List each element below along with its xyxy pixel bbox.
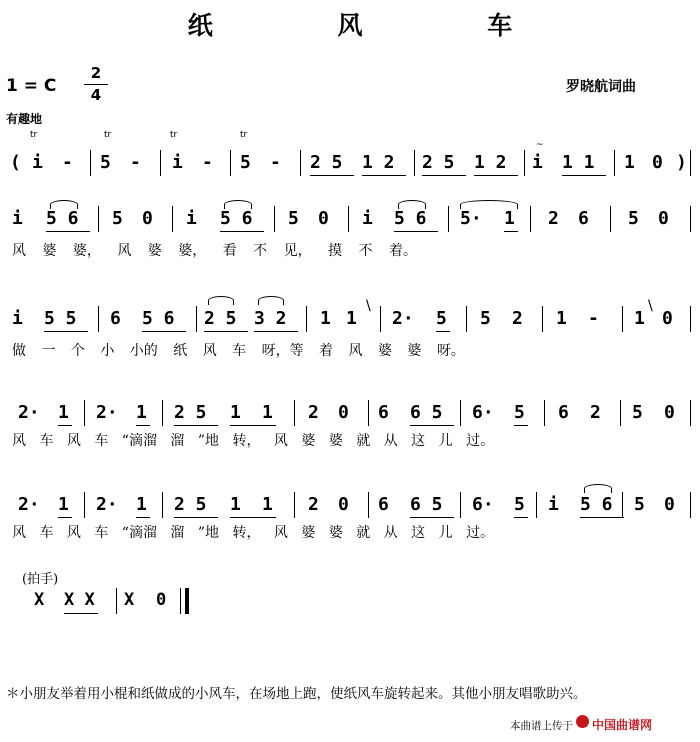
note: 6· [472, 402, 494, 423]
beam [230, 517, 276, 518]
key-signature: 1 = C [6, 76, 57, 96]
note: 5 [112, 208, 123, 229]
note: 6· [472, 494, 494, 515]
bar-line [610, 206, 611, 232]
note: 6 5 [410, 402, 443, 423]
beam [562, 175, 606, 176]
beam [44, 331, 88, 332]
site-logo-icon [576, 715, 589, 728]
bar-line [84, 492, 85, 518]
note: 0 [338, 494, 349, 515]
bar-line [230, 150, 231, 176]
note: 3 2 [254, 308, 287, 329]
bar-line [622, 306, 623, 332]
note: 1 [556, 308, 567, 329]
beam [580, 517, 624, 518]
bar-line [306, 306, 307, 332]
beam [136, 425, 150, 426]
bar-line [690, 306, 691, 332]
note: 0 [662, 308, 673, 329]
beam [230, 425, 276, 426]
note: - [588, 308, 599, 329]
note: 2 5 [174, 494, 207, 515]
bar-line [172, 206, 173, 232]
footnote: ＊小朋友举着用小棍和纸做成的小风车，在场地上跑，使纸风车旋转起来。其他小朋友唱歌助兴。 [6, 686, 587, 702]
trill-mark: tr [170, 130, 178, 140]
note: ) [676, 152, 687, 173]
note: 5 6 [46, 208, 79, 229]
slur [208, 296, 234, 305]
note: 1 [346, 308, 357, 329]
bar-line [690, 206, 691, 232]
beam [58, 425, 72, 426]
beam [174, 425, 218, 426]
lyrics: 风 婆 婆， 风 婆 婆， 看 不 见， 摸 不 着。 [12, 243, 417, 259]
bar-line [98, 206, 99, 232]
note: 5 6 [220, 208, 253, 229]
note: 5 6 [142, 308, 175, 329]
beam [514, 517, 528, 518]
bar-line [614, 150, 615, 176]
note: 2 5 [174, 402, 207, 423]
note: - [62, 152, 73, 173]
beam [174, 517, 218, 518]
beam [204, 331, 248, 332]
time-signature-bottom: 4 [90, 86, 102, 104]
note: i [12, 208, 23, 229]
note: 0 [142, 208, 153, 229]
note: i [186, 208, 197, 229]
note: 2 [308, 494, 319, 515]
note: 1 [230, 402, 241, 423]
beam [362, 175, 406, 176]
bar-line [98, 306, 99, 332]
beam [310, 175, 354, 176]
note: - [202, 152, 213, 173]
breath-mark: \ [648, 298, 653, 314]
note: 1 2 [362, 152, 395, 173]
note: 1 [262, 402, 273, 423]
note: 1 [58, 494, 69, 515]
slur [584, 484, 612, 493]
clap-label: (拍手) [22, 572, 59, 587]
bar-line [274, 206, 275, 232]
time-signature-top: 2 [90, 64, 102, 82]
note: 2 [590, 402, 601, 423]
clap-note: X [124, 590, 135, 610]
beam [58, 517, 72, 518]
bar-line [542, 306, 543, 332]
note: i [172, 152, 183, 173]
beam [422, 175, 466, 176]
trill-mark: tr [240, 130, 248, 140]
time-signature-line [84, 84, 108, 85]
note: 0 [664, 402, 675, 423]
note: 2· [18, 402, 40, 423]
note: 2 [548, 208, 559, 229]
clap-note: X [34, 590, 45, 610]
note: - [270, 152, 281, 173]
note: 1 [136, 402, 147, 423]
note: 2 [512, 308, 523, 329]
bar-line [690, 492, 691, 518]
bar-line [466, 306, 467, 332]
bar-line [380, 306, 381, 332]
bar-line [368, 400, 369, 426]
beam [410, 425, 454, 426]
note: ( [10, 152, 21, 173]
note: 5 [436, 308, 447, 329]
note: 5 [514, 402, 525, 423]
note: 5· [460, 208, 482, 229]
beam [220, 231, 264, 232]
note: 5 6 [394, 208, 427, 229]
note: 0 [664, 494, 675, 515]
note: 2· [392, 308, 414, 329]
note: 5 [628, 208, 639, 229]
note: i [32, 152, 43, 173]
note: 1 [136, 494, 147, 515]
bar-line [524, 150, 525, 176]
end-bar-thick [185, 588, 189, 614]
beam [394, 231, 438, 232]
note: 6 [378, 494, 389, 515]
note: i [12, 308, 23, 329]
beam [410, 517, 454, 518]
beam [514, 425, 528, 426]
note: 1 1 [562, 152, 595, 173]
note: 1 [58, 402, 69, 423]
bar-line [448, 206, 449, 232]
bar-line [544, 400, 545, 426]
beam [474, 175, 518, 176]
note: 2· [18, 494, 40, 515]
lyrics: 做 一 个 小 小的 纸 风 车 呀，等 着 风 婆 婆 呀。 [12, 343, 465, 359]
bar-line [414, 150, 415, 176]
note: 1 [230, 494, 241, 515]
beam [142, 331, 186, 332]
note: 6 5 [410, 494, 443, 515]
note: 0 [338, 402, 349, 423]
lyrics: 风 车 风 车 “滴溜 溜 ”地 转， 风 婆 婆 就 从 这 儿 过。 [12, 525, 495, 541]
note: 2· [96, 402, 118, 423]
note: i [548, 494, 559, 515]
note: 2 [308, 402, 319, 423]
note: i [362, 208, 373, 229]
note: i [532, 152, 543, 173]
bar-line [196, 306, 197, 332]
note: 2 5 [204, 308, 237, 329]
note: 6 [378, 402, 389, 423]
beam [46, 231, 90, 232]
tempo-marking: 有趣地 [6, 112, 43, 126]
bar-line [162, 492, 163, 518]
note: 1 [624, 152, 635, 173]
bar-line [536, 492, 537, 518]
clap-note: 0 [156, 590, 167, 610]
bar-line [690, 400, 691, 426]
trill-mark: tr [30, 130, 38, 140]
note: 5 6 [580, 494, 613, 515]
composer-credit: 罗晓航词曲 [566, 79, 636, 95]
note: 5 [514, 494, 525, 515]
note: 0 [318, 208, 329, 229]
note: 5 [240, 152, 251, 173]
beam [436, 331, 450, 332]
bar-line [84, 400, 85, 426]
note: 6 [578, 208, 589, 229]
bar-line [300, 150, 301, 176]
note: 6 [110, 308, 121, 329]
bar-line [160, 150, 161, 176]
bar-line [294, 492, 295, 518]
note: 0 [658, 208, 669, 229]
mordent-mark: ~ [536, 140, 544, 150]
lyrics: 风 车 风 车 “滴溜 溜 ”地 转， 风 婆 婆 就 从 这 儿 过。 [12, 433, 495, 449]
bar-line [116, 588, 117, 614]
note: 1 2 [474, 152, 507, 173]
note: 1 [634, 308, 645, 329]
note: 1 [504, 208, 515, 229]
trill-mark: tr [104, 130, 112, 140]
bar-line [162, 400, 163, 426]
note: 2· [96, 494, 118, 515]
note: 5 [288, 208, 299, 229]
beam [64, 613, 98, 614]
page-title: 纸 风 车 [187, 11, 571, 40]
site-name: 中国曲谱网 [592, 718, 653, 732]
beam [254, 331, 298, 332]
bar-line [530, 206, 531, 232]
note: 2 5 [310, 152, 343, 173]
bar-line [460, 492, 461, 518]
clap-note: X X [64, 590, 95, 610]
bar-line [348, 206, 349, 232]
note: 1 [320, 308, 331, 329]
note: 5 [100, 152, 111, 173]
note: 1 [262, 494, 273, 515]
note: 5 [634, 494, 645, 515]
note: 5 5 [44, 308, 77, 329]
beam [504, 231, 518, 232]
upload-text: 本曲谱上传于 [510, 720, 573, 732]
note: 6 [558, 402, 569, 423]
beam [136, 517, 150, 518]
breath-mark: \ [366, 298, 371, 314]
end-bar-thin [180, 588, 181, 614]
time-signature [84, 64, 108, 105]
bar-line [368, 492, 369, 518]
note: 2 5 [422, 152, 455, 173]
bar-line [460, 400, 461, 426]
note: - [130, 152, 141, 173]
note: 5 [632, 402, 643, 423]
note: 5 [480, 308, 491, 329]
bar-line [690, 150, 691, 176]
slur [258, 296, 284, 305]
bar-line [294, 400, 295, 426]
bar-line [622, 492, 623, 518]
bar-line [620, 400, 621, 426]
note: 0 [652, 152, 663, 173]
bar-line [90, 150, 91, 176]
